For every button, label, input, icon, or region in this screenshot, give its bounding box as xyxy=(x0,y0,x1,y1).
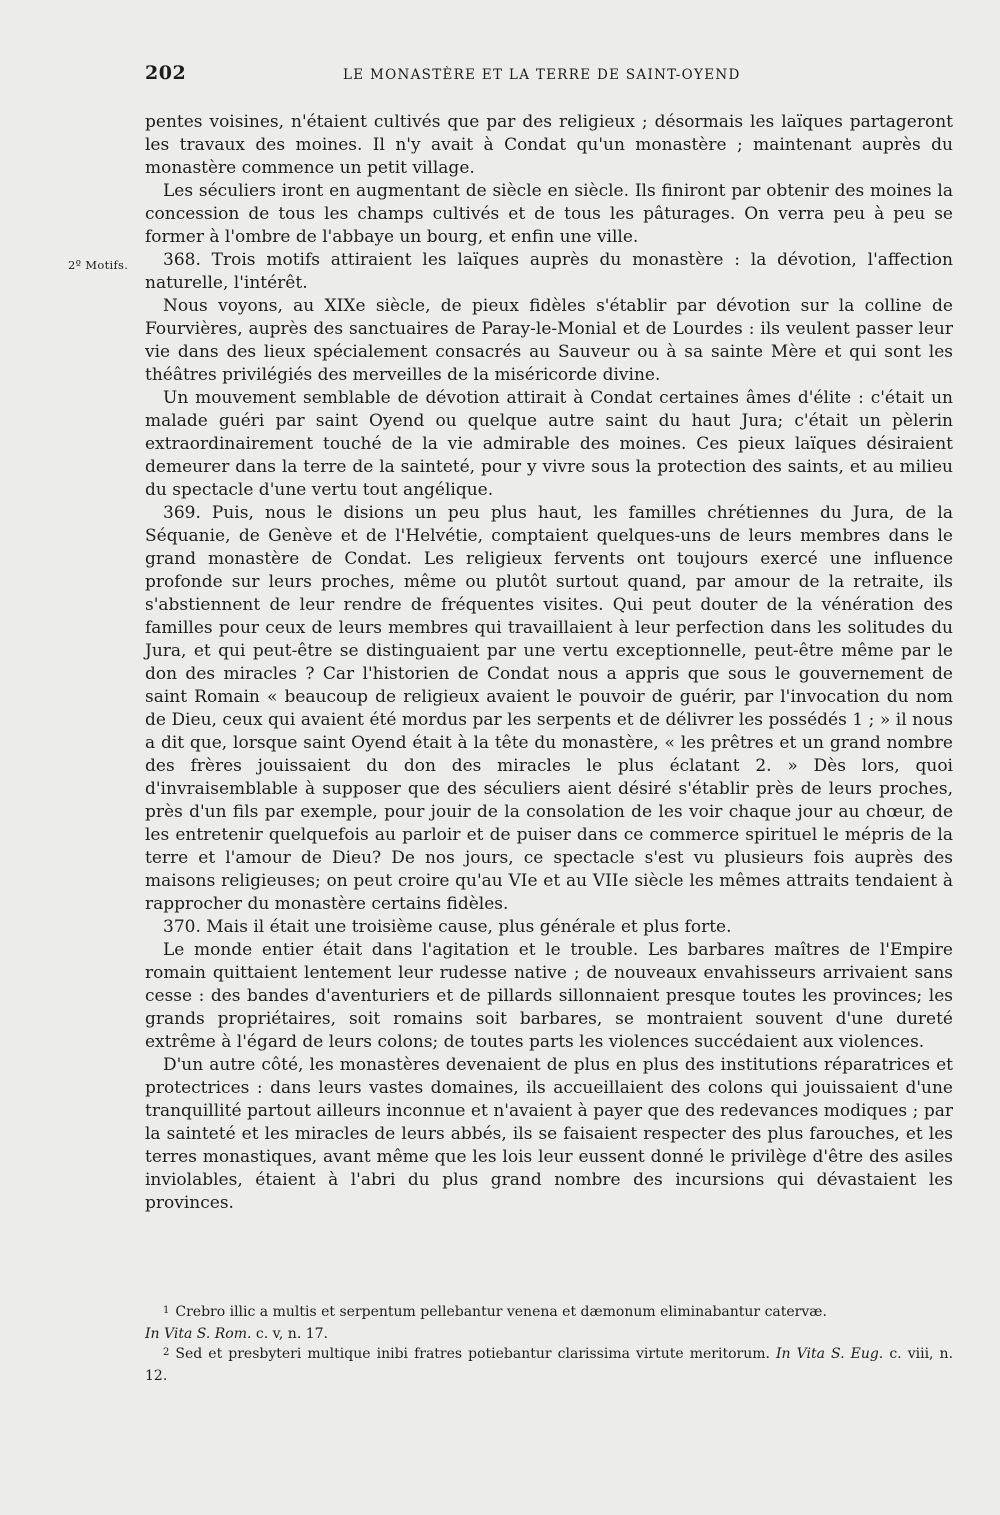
paragraph: Le monde entier était dans l'agitation et le trouble. Les barbares maîtres de l'Empire romain quittaient lentement leur rudesse native ; de nouveaux envahisseurs arrivaient sans cesse : des bandes d'aventuriers et de pillards sillonnaient presque toutes les provinces; les grands propriétaires, soit romains soit barbares, se montraient souvent d'une dureté extrême à l'égard de leurs colons; de toutes parts les violences succédaient aux violences. xyxy=(145,940,953,1052)
footnote-text: Crebro illic a multis et serpentum pellebantur venena et dæmonum eliminabantur catervæ. xyxy=(175,1304,827,1320)
footnotes xyxy=(145,1302,953,1386)
paragraph: 368. Trois motifs attiraient les laïques auprès du monastère : la dévotion, l'affection naturelle, l'intérêt. xyxy=(145,250,953,293)
paragraph: Nous voyons, au XIXe siècle, de pieux fidèles s'établir par dévotion sur la colline de Fourvières, auprès des sanctuaires de Paray-le-Monial et de Lourdes : ils veulent passer leur vie dans des lieux spécialement consacrés au Sauveur ou à sa sainte Mère et qui sont les théâtres privilégiés des merveilles de la miséricorde divine. xyxy=(145,296,953,385)
footnote-source: In Vita S. Rom. xyxy=(145,1326,252,1342)
paragraph: 369. Puis, nous le disions un peu plus haut, les familles chrétiennes du Jura, de la Séquanie, de Genève et de l'Helvétie, comptaient quelques-uns de leurs membres dans le grand monastère de Condat. Les religieux fervents ont toujours exercé une influence profonde sur leurs proches, même ou plutôt surtout quand, par amour de la retraite, ils s'abstiennent de leur rendre de fréquentes visites. Qui peut douter de la vénération des familles pour ceux de leurs membres qui travaillaient à leur perfection dans les solitudes du Jura, et qui peut-être se distinguaient par une vertu exceptionnelle, peut-être même par le don des miracles ? Car l'historien de Condat nous a appris que sous le gouvernement de saint Romain « beaucoup de religieux avaient le pouvoir de guérir, par l'invocation du nom de Dieu, ceux qui avaient été mordus par les serpents et de délivrer les possédés 1 ; » il nous a dit que, lorsque saint Oyend était à la tête du monastère, « les prêtres et un grand nombre des frères jouissaient du don des miracles le plus éclatant 2. » Dès lors, quoi d'invraisemblable à supposer que des séculiers aient désiré s'établir près de leurs proches, près d'un fils par exemple, pour jouir de la consolation de les voir chaque jour au chœur, de les entretenir quelquefois au parloir et de puiser dans ce commerce spirituel le mépris de la terre et l'amour de Dieu? De nos jours, ce spectacle s'est vu plusieurs fois auprès des maisons religieuses; on peut croire qu'au VIe et au VIIe siècle les mêmes attraits tendaient à rapprocher du monastère certains fidèles. xyxy=(145,503,953,914)
footnote xyxy=(145,1302,953,1324)
paragraph: pentes voisines, n'étaient cultivés que par des religieux ; désormais les laïques partageront les travaux des moines. Il n'y avait à Condat qu'un monastère ; maintenant auprès du monastère commence un petit village. xyxy=(145,112,953,178)
running-title: LE MONASTÈRE ET LA TERRE DE SAINT-OYEND xyxy=(343,67,741,83)
footnote-ref: c. v, n. 17. xyxy=(255,1326,328,1342)
paragraph: D'un autre côté, les monastères devenaient de plus en plus des institutions réparatrices et protectrices : dans leurs vastes domaines, ils accueillaient des colons qui jouissaient d'une tranquillité partout ailleurs inconnue et n'avaient à payer que des redevances modiques ; par la sainteté et les miracles de leurs abbés, ils se faisaient respecter des plus farouches, et les terres monastiques, avant même que les lois leur eussent donné le privilège d'être des asiles inviolables, étaient à l'abri du plus grand nombre des incursions qui dévastaient les provinces. xyxy=(145,1055,953,1213)
footnote-ref: c. viii, n. 12. xyxy=(145,1346,954,1384)
footnote-number: 1 xyxy=(163,1305,170,1316)
running-header xyxy=(145,62,953,88)
paragraph: 370. Mais il était une troisième cause, plus générale et plus forte. xyxy=(163,917,732,937)
page-number: 202 xyxy=(145,62,187,84)
footnote xyxy=(145,1344,953,1386)
footnote-reference xyxy=(145,1324,953,1344)
paragraph: Un mouvement semblable de dévotion attirait à Condat certaines âmes d'élite : c'était un malade guéri par saint Oyend ou quelque autre saint du haut Jura; c'était un pèlerin extraordinairement touché de la vie admirable des moines. Ces pieux laïques désiraient demeurer dans la terre de la sainteté, pour y vivre sous la protection des saints, et au milieu du spectacle d'une vertu tout angélique. xyxy=(145,388,953,500)
footnote-number: 2 xyxy=(163,1347,170,1358)
paragraph: Les séculiers iront en augmentant de siècle en siècle. Ils finiront par obtenir des moines la concession de tous les champs cultivés et de tous les pâturages. On verra peu à peu se former à l'ombre de l'abbaye un bourg, et enfin une ville. xyxy=(145,181,953,247)
footnote-text: Sed et presbyteri multique inibi fratres potiebantur clarissima virtute meritorum. xyxy=(175,1346,770,1362)
margin-note: 2º Motifs. xyxy=(68,258,129,272)
footnote-source: In Vita S. Eug. xyxy=(776,1346,884,1362)
body-text xyxy=(145,111,953,1215)
